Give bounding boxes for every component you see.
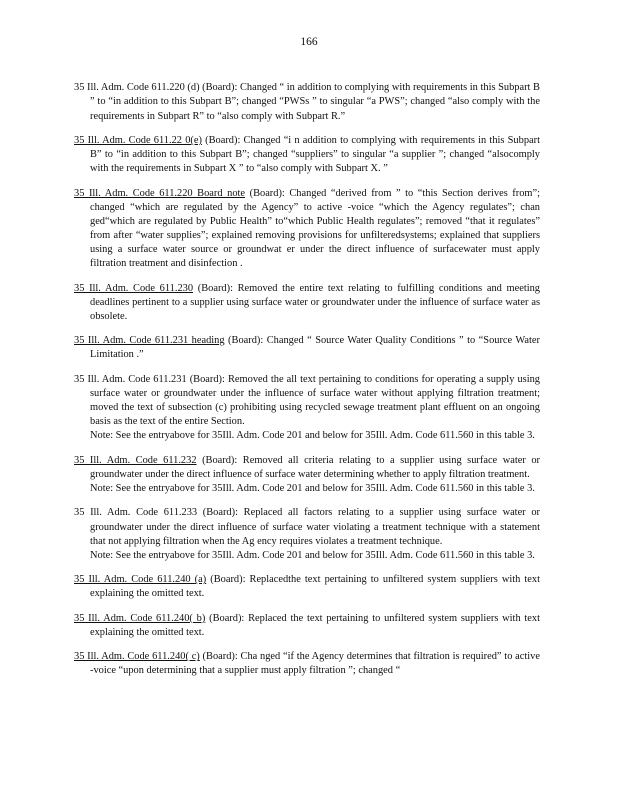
entry-citation: 35 Ill. Adm. Code 611.220 Board note [74,187,246,199]
entry [74,650,540,678]
entry-text: Changed “ in addition to complying with requirements in this Subpart B ” to “in addition to this Subpart B”; changed “PWSs ” to singular “a PWS”; changed “also comply with the requirements in Subpart R” to “also comply with Subpart R.” [90,82,540,122]
entry [74,573,540,601]
entry-text: (Board): Removed the entire text relating to fulfilling conditions and meeting deadlines pertinent to a supplier using surface water or groundwater under the influence of surface water as obsolete. [90,282,540,322]
entry-text: (Board): Changed “derived from ” to “this Section derives from”; changed “which are regulated by the Agency” to active -voice “which the Agency regulates”; chan ged“which are regulated by Public Health” to“which Public Health regulates”; removed “that it regulates” from after “water supplies”; explained removing provisions for unfilteredsystems; explained that suppliers using a surface water source or groundwat er under the direct influence of surfacewater must apply filtration treatment and disinfection . [90,187,540,270]
entry-citation: 35 Ill. Adm. Code 611.240( c) [74,651,200,663]
entry-text: (Board): Changed “i n addition to complying with requirements in this Subpart B” to “in addition to this Subpart B”; changed “suppliers” to singular “a supplier ”; changed “alsocomply with the requirements in Subpart X ” to “also comply with Subpart X. ” [90,135,540,175]
entry-text: (Board): Replaced the text pertaining to unfiltered system suppliers with text explaining the omitted text. [90,612,540,638]
entry-text: (Board): Changed “ Source Water Quality Conditions ” to “Source Water Limitation .” [90,335,540,361]
entry [74,373,540,443]
entry [74,134,540,176]
entry-text: (Board): Cha nged “if the Agency determines that filtration is required” to active -voice “upon determining that a supplier must apply filtration ”; changed “ [90,651,540,677]
entry-citation: 35 Ill. Adm. Code 611.232 [74,454,197,466]
entry [74,187,540,272]
entry-citation: 35 Ill. Adm. Code 611.233 (Board): [74,507,238,519]
entry [74,282,540,324]
entry-citation: 35 Ill. Adm. Code 611.231 (Board): [74,373,225,385]
entry [74,612,540,640]
entry-citation: 35 Ill. Adm. Code 611.220 (d) (Board): [74,82,238,94]
entry-citation: 35 Ill. Adm. Code 611.230 [74,282,194,294]
entry-citation: 35 Ill. Adm. Code 611.240 (a) [74,574,207,586]
entry-citation: 35 Ill. Adm. Code 611.240( b) [74,612,206,624]
entry-text: (Board): Replacedthe text pertaining to unfiltered system suppliers with text explaining the omitted text. [90,574,540,600]
amendment-entries [74,71,540,682]
entry-citation: 35 Ill. Adm. Code 611.22 0(e) [74,135,202,147]
entry-note: Note: See the entryabove for 35Ill. Adm. Code 201 and below for 35Ill. Adm. Code 611.560 in this table 3. [90,549,535,561]
entry [74,454,540,496]
entry-citation: 35 Ill. Adm. Code 611.231 heading [74,335,225,347]
entry [74,506,540,562]
entry-text: Removed the all text pertaining to conditions for operating a supply using surface water or groundwater under the influence of surface water without applying filtration treatment; moved the text of subsection (c) prohibiting using recycled sewage treatment plant effluent on an ongoing basis as the text of the entire Section. [90,373,540,428]
entry-text: Replaced all factors relating to a supplier using surface water or groundwater under the direct influence of surface water violating a treatment technique with a statement that not applying filtration when the Ag ency requires violates a treatment technique. [90,507,540,547]
page-number: 166 [300,36,318,48]
entry [74,334,540,362]
entry [74,81,540,123]
entry-note: Note: See the entryabove for 35Ill. Adm. Code 201 and below for 35Ill. Adm. Code 611.560 in this table 3. [90,430,535,442]
entry-note: Note: See the entryabove for 35Ill. Adm. Code 201 and below for 35Ill. Adm. Code 611.560 in this table 3. [90,482,535,494]
entry-text: (Board): Removed all criteria relating to a supplier using surface water or groundwater under the direct influence of surface water determining whether to apply filtration treatment. [90,454,540,480]
